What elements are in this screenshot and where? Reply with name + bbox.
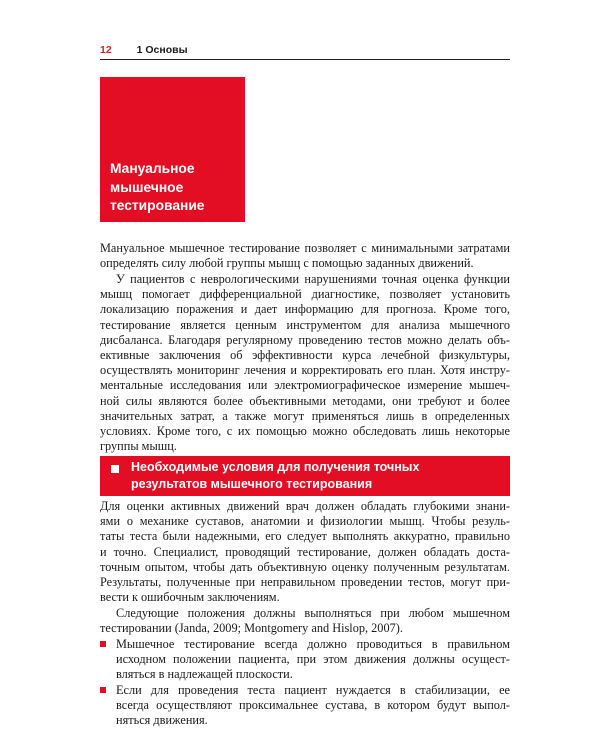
text-line: условиях. Кроме того, с их помощью можно обследовать лишь некоторые (100, 423, 510, 438)
subsection-banner (100, 456, 510, 496)
running-header (100, 44, 510, 58)
red-square-bullet-icon (100, 641, 106, 647)
text-line: У пациентов с неврологическими нарушениями точная оценка функции (116, 272, 510, 286)
text-line: ективные заключения об эффективности курса лечебной физкультуры, (100, 347, 510, 362)
page-number: 12 (100, 44, 112, 56)
text-line: локализацию поражения и дает информацию для прогноза. Кроме того, (100, 302, 510, 317)
list-item (116, 637, 510, 683)
list-item (116, 683, 510, 729)
conditions-paragraph-1 (100, 499, 510, 605)
text-line: определять силу любой группы мышц с помощью заданных движений. (100, 256, 474, 271)
header-rule (100, 59, 510, 60)
text-line: исходном положении пациента, при этом движения должны осущест- (116, 652, 510, 667)
text-line: точным опытом, чтобы дать объективную оценку полученным результатам. (100, 559, 510, 574)
section-title-line: тестирование (110, 198, 205, 213)
text-line: тестирование является ценным инструментом для анализа мышечного (100, 317, 510, 332)
square-bullet-icon (111, 465, 119, 473)
text-line: няться движения. (116, 712, 208, 727)
subsection-title-line: Необходимые условия для получения точных (131, 460, 420, 474)
text-line: Для оценки активных движений врач должен обладать глубокими знани- (100, 499, 510, 513)
text-line: дисбаланса. Благодаря регулярному проведению тестов можно делать объ- (100, 332, 510, 347)
text-line: мышц помогает дифференциальной диагностике, позволяет установить (100, 287, 510, 302)
text-line: Следующие положения должны выполняться при любом мышечном (116, 606, 510, 620)
section-title-box (100, 77, 245, 222)
text-line: Результаты, полученные при неправильном проведении тестов, могут при- (100, 574, 510, 589)
conditions-paragraph-2 (100, 606, 510, 636)
text-line: ной силы являются более объективными методами, они требуют и более (100, 393, 510, 408)
text-line: значительных затрат, а также могут применяться лишь в определенных (100, 408, 510, 423)
section-title-line: мышечное (110, 179, 184, 195)
text-line: группы мышц. (100, 439, 177, 454)
text-line: вляться в надлежащей плоскости. (116, 667, 293, 682)
bullet-list (116, 637, 510, 728)
chapter-title: 1 Основы (136, 44, 188, 56)
text-line: тестировании (Janda, 2009; Montgomery and Hislop, 2007). (100, 621, 403, 636)
text-line: осуществлять мониторинг лечения и корректировать его план. Хотя инстру- (100, 363, 510, 378)
text-line: таты теста были надежными, его следует выполнять аккуратно, правильно (100, 529, 510, 544)
text-line: ментальные исследования или электромиографическое измерение мышеч- (100, 378, 510, 393)
text-line: Мануальное мышечное тестирование позволяет с минимальными затратами (100, 241, 510, 255)
text-line: и точно. Специалист, проводящий тестирование, должен обладать доста- (100, 544, 510, 559)
text-line: Мышечное тестирование всегда должно проводиться в правильном (116, 637, 510, 651)
intro-paragraph-2 (100, 272, 510, 454)
text-line: Если для проведения теста пациент нуждается в стабилизации, ее (116, 682, 510, 697)
text-line: вести к ошибочным заключениям. (100, 590, 280, 605)
intro-paragraph-1 (100, 241, 510, 271)
text-line: всегда осуществляют проксимальнее сустава, в котором будут выпол- (116, 697, 510, 712)
subsection-title (131, 459, 419, 493)
subsection-title-line: результатов мышечного тестирования (131, 477, 373, 491)
section-title-line: Мануальное (110, 161, 195, 176)
section-title (110, 160, 240, 216)
red-square-bullet-icon (100, 687, 106, 693)
text-line: ями о механике суставов, анатомии и физиологии мышц. Чтобы резуль- (100, 514, 510, 529)
